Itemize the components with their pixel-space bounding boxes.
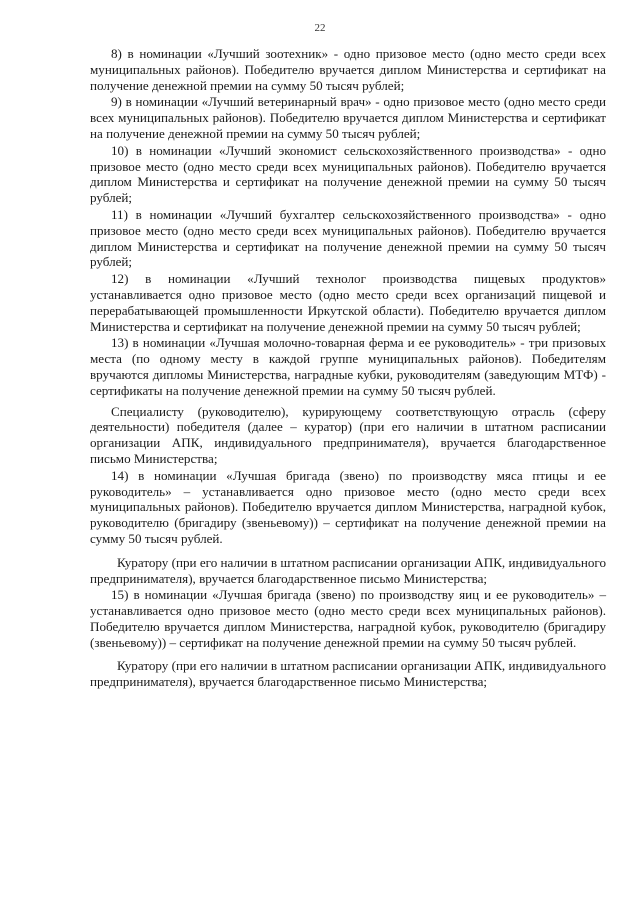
paragraph-item-11: 11) в номинации «Лучший бухгалтер сельскохозяйственного производства» - одно призовое место (одно место среди всех муниципальных районов). Победителю вручается диплом Министерства и сертификат на получение денежной премии на сумму 50 тысяч рублей; bbox=[90, 206, 606, 270]
paragraph-item-15: 15) в номинации «Лучшая бригада (звено) по производству яиц и ее руководитель» – устанавливается одно призовое место (одно место среди всех муниципальных районов). Победителю вручается диплом Министерства, наградной кубок, руководителю (бригадиру (звеньевому)) – сертификат на получение денежной премии на сумму 50 тысяч рублей. bbox=[90, 587, 606, 650]
paragraph-curator-note-14: Куратору (при его наличии в штатном расписании организации АПК, индивидуального предпринимателя), вручается благодарственное письмо Министерства; bbox=[90, 554, 606, 586]
paragraph-item-13: 13) в номинации «Лучшая молочно-товарная ферма и ее руководитель» - три призовых места (по одному месту в каждой группе муниципальных районов). Победителям вручаются дипломы Министерства, наградные кубки, руководителям (заведующим МТФ) - сертификаты на получение денежной премии на сумму 50 тысяч рублей. bbox=[90, 335, 606, 398]
paragraph-curator-note-15: Куратору (при его наличии в штатном расписании организации АПК, индивидуального предпринимателя), вручается благодарственное письмо Министерства; bbox=[90, 658, 606, 690]
paragraph-item-8: 8) в номинации «Лучший зоотехник» - одно призовое место (одно место среди всех муниципальных районов). Победителю вручается диплом Министерства и сертификат на получение денежной премии на сумму 50 тысяч рублей; bbox=[90, 46, 606, 93]
paragraph-item-10: 10) в номинации «Лучший экономист сельскохозяйственного производства» - одно призовое место (одно место среди всех муниципальных районов). Победителю вручается диплом Министерства и сертификат на получение денежной премии на сумму 50 тысяч рублей; bbox=[90, 142, 606, 206]
document-body bbox=[90, 46, 606, 691]
paragraph-item-14: 14) в номинации «Лучшая бригада (звено) по производству мяса птицы и ее руководитель» – устанавливается одно призовое место (одно место среди всех муниципальных районов). Победителю вручается диплом Министерства, наградной кубок, руководителю (бригадиру (звеньевому)) – сертификат на получение денежной премии на сумму 50 тысяч рублей. bbox=[90, 467, 606, 546]
paragraph-item-12: 12) в номинации «Лучший технолог производства пищевых продуктов» устанавливается одно призовое место (одно место среди всех организаций пищевой и перерабатывающей промышленности Иркутской области). Победителю вручается диплом Министерства и сертификат на получение денежной премии на сумму 50 тысяч рублей; bbox=[90, 271, 606, 334]
page-number: 22 bbox=[314, 22, 326, 34]
paragraph-curator-note-13: Специалисту (руководителю), курирующему соответствующую отрасль (сферу деятельности) победителя (далее – куратор) (при его наличии в штатном расписании организации АПК, индивидуального предпринимателя), вручается благодарственное письмо Министерства; bbox=[90, 403, 606, 466]
paragraph-item-9: 9) в номинации «Лучший ветеринарный врач» - одно призовое место (одно место среди всех муниципальных районов). Победителю вручается диплом Министерства и сертификат на получение денежной премии на сумму 50 тысяч рублей; bbox=[90, 94, 606, 141]
